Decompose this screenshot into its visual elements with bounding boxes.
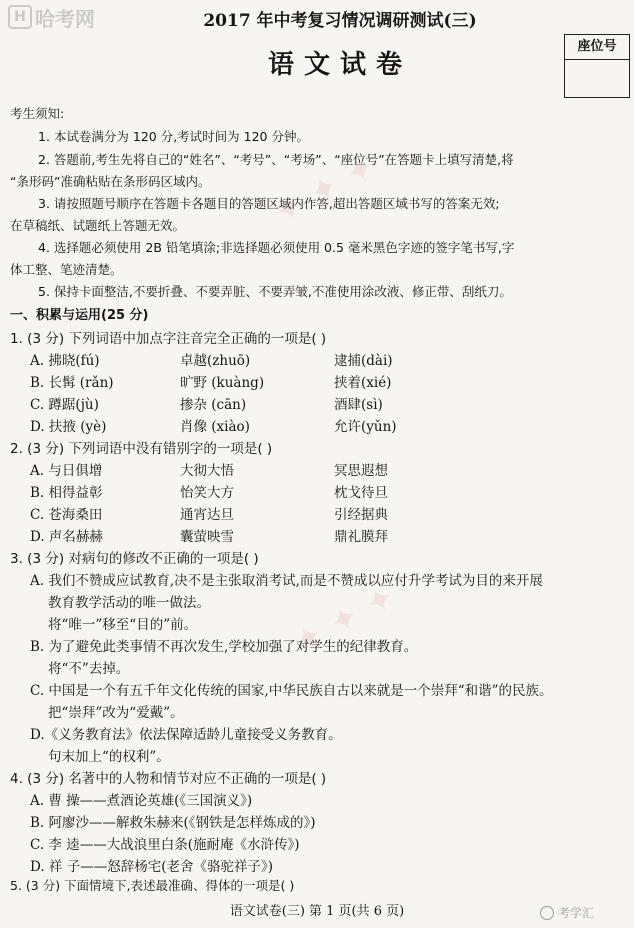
watermark-stamp: ✦ ✦ ✦ [286, 576, 403, 664]
option-text: A. 拂晓(fú) [30, 353, 100, 369]
option-text: 肖像 (xiào) [180, 419, 250, 435]
question-3-option-d-fix: 句末加上“的权利”。 [48, 749, 170, 765]
notice-line: 在草稿纸、试题纸上答题无效。 [10, 218, 186, 233]
option-text: 引经据典 [334, 507, 388, 523]
brand-text: 考学汇 [558, 906, 595, 920]
question-4-option-d: D. 祥 子——怒辞杨宅(老舍《骆驼祥子》) [30, 859, 273, 875]
question-3-option-a-fix: 将“唯一”移至“目的”前。 [48, 617, 198, 633]
logo-text: 哈考网 [35, 6, 95, 31]
option-text: 酒肆(sì) [334, 397, 383, 413]
notice-line: 3. 请按照题号顺序在答题卡各题目的答题区域内作答,超出答题区域书写的答案无效; [38, 196, 500, 211]
brand-watermark [540, 904, 594, 921]
option-text: A. 与日俱增 [30, 463, 103, 479]
question-3-option-d: D.《义务教育法》依法保障适龄儿童接受义务教育。 [30, 727, 342, 743]
question-3-option-a-cont: 教育教学活动的唯一做法。 [48, 595, 210, 611]
notice-line: 5. 保持卡面整洁,不要折叠、不要弄脏、不要弄皱,不准使用涂改液、修正带、刮纸刀。 [38, 284, 512, 299]
notice-line: 1. 本试卷满分为 120 分,考试时间为 120 分钟。 [38, 129, 309, 144]
question-2-stem: 2. (3 分) 下列词语中没有错别字的一项是( ) [10, 441, 273, 457]
page-footer: 语文试卷(三) 第 1 页(共 6 页) [229, 904, 405, 919]
question-4-option-b: B. 阿廖沙——解救朱赫来(《钢铁是怎样炼成的》) [30, 815, 316, 831]
question-3-stem: 3. (3 分) 对病句的修改不正确的一项是( ) [10, 551, 259, 567]
question-3-option-b: B. 为了避免此类事情不再次发生,学校加强了对学生的纪律教育。 [30, 639, 418, 655]
question-3-option-b-fix: 将“不”去掉。 [48, 661, 130, 677]
option-text: 通宵达旦 [180, 507, 234, 523]
notice-line: 体工整、笔迹清楚。 [10, 262, 123, 277]
section-title: 一、积累与运用(25 分) [10, 308, 149, 323]
option-text: 掺杂 (cān) [180, 397, 247, 413]
logo-icon: H [8, 5, 32, 29]
option-text: D. 声名赫赫 [30, 529, 103, 545]
option-text: 旷野 (kuàng) [180, 375, 265, 391]
option-text: 大彻大悟 [180, 463, 234, 479]
option-text: 允许(yǔn) [334, 419, 397, 435]
question-3-option-c: C. 中国是一个有五千年文化传统的国家,中华民族自古以来就是一个崇拜“和谐”的民族。 [30, 683, 553, 699]
brand-icon [540, 906, 554, 920]
watermark-stamp: ✦ ✦ ✦ [266, 146, 383, 234]
notice-line: “条形码”准确粘贴在条形码区域内。 [10, 174, 211, 189]
seat-number-label: 座位号 [565, 35, 629, 60]
question-3-option-a: A. 我们不赞成应试教育,决不是主张取消考试,而是不赞成以应付升学考试为目的来开展 [30, 573, 543, 589]
option-text: 冥思遐想 [334, 463, 388, 479]
question-4-option-a: A. 曹 操——煮酒论英雄(《三国演义》) [30, 793, 253, 809]
option-text: 逮捕(dài) [334, 353, 393, 369]
subject-title: 语文试卷 [267, 50, 412, 80]
question-4-option-c: C. 李 逵——大战浪里白条(施耐庵《水浒传》) [30, 837, 300, 853]
option-text: 枕戈待旦 [334, 485, 388, 501]
option-text: B. 长髯 (rǎn) [30, 375, 114, 391]
option-text: 鼎礼膜拜 [334, 529, 388, 545]
notice-line: 2. 答题前,考生先将自己的“姓名”、“考号”、“考场”、“座位号”在答题卡上填写清楚,将 [38, 152, 514, 167]
question-3-option-c-fix: 把“崇拜”改为“爱戴”。 [48, 705, 184, 721]
option-text: 怡笑大方 [180, 485, 234, 501]
question-1-stem: 1. (3 分) 下列词语中加点字注音完全正确的一项是( ) [10, 331, 327, 347]
notice-line: 4. 选择题必须使用 2B 铅笔填涂;非选择题必须使用 0.5 毫米黑色字迹的签字笔书写,字 [38, 240, 515, 255]
notice-heading: 考生须知: [10, 106, 65, 121]
option-text: B. 相得益彰 [30, 485, 103, 501]
option-text: C. 苍海桑田 [30, 507, 103, 523]
option-text: 挟着(xié) [334, 375, 392, 391]
option-text: C. 蹲踞(jù) [30, 397, 99, 413]
option-text: D. 扶掖 (yè) [30, 419, 107, 435]
exam-title: 2017 年中考复习情况调研测试(三) [203, 11, 477, 31]
question-5-stem: 5. (3 分) 下面情境下,表述最准确、得体的一项是( ) [10, 878, 295, 893]
option-text: 卓越(zhuō) [180, 353, 251, 369]
question-4-stem: 4. (3 分) 名著中的人物和情节对应不正确的一项是( ) [10, 771, 327, 787]
option-text: 囊萤映雪 [180, 529, 234, 545]
